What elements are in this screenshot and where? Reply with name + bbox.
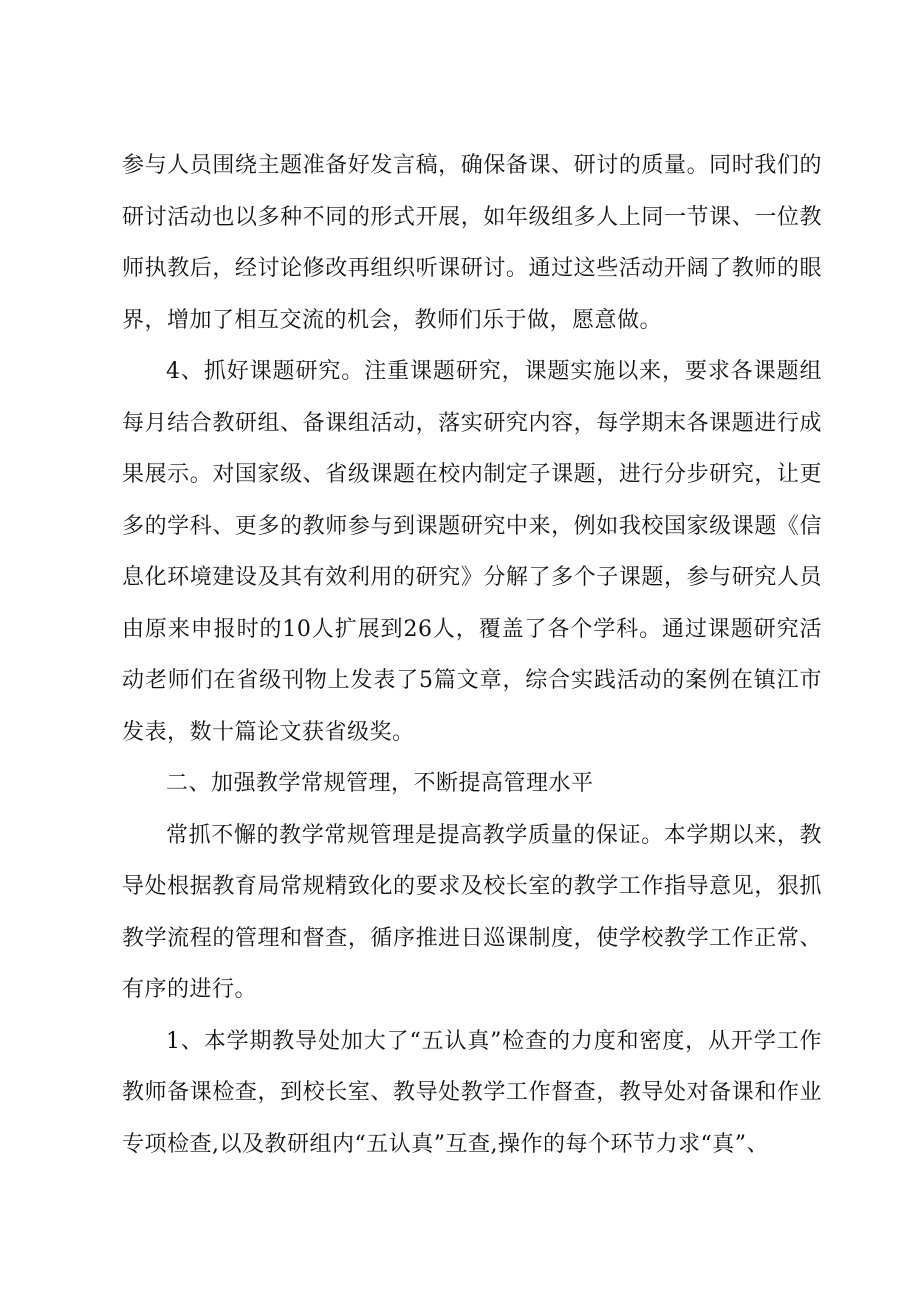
paragraph-research-activities: 参与人员围绕主题准备好发言稿，确保备课、研讨的质量。同时我们的研讨活动也以多种不同的形式开展，如年级组多人上同一节课、一位教师执教后，经讨论修改再组织听课研讨。通过这些活动开阔了教师的眼界，增加了相互交流的机会，教师们乐于做，愿意做。 — [122, 153, 822, 333]
document-body — [122, 140, 822, 1170]
section-heading-routine-management: 二、加强教学常规管理，不断提高管理水平 — [166, 771, 594, 796]
paragraph-five-earnest-inspection: 1、本学期教导处加大了“五认真”检查的力度和密度，从开学工作教师备课检查，到校长室、教导处教学工作督查，教导处对备课和作业专项检查,以及教研组内“五认真”互查,操作的每个环节力求“真”、 — [122, 1028, 822, 1157]
paragraph-topic-research: 4、抓好课题研究。注重课题研究，课题实施以来，要求各课题组每月结合教研组、备课组活动，落实研究内容，每学期末各课题进行成果展示。对国家级、省级课题在校内制定子课题，进行分步研究，让更多的学科、更多的教师参与到课题研究中来，例如我校国家级课题《信息化环境建设及其有效利用的研究》分解了多个子课题，参与研究人员由原来申报时的10人扩展到26人，覆盖了各个学科。通过课题研究活动老师们在省级刊物上发表了5篇文章，综合实践活动的案例在镇江市发表，数十篇论文获省级奖。 — [122, 359, 822, 745]
paragraph-routine-management: 常抓不懈的教学常规管理是提高教学质量的保证。本学期以来，教导处根据教育局常规精致化的要求及校长室的教学工作指导意见，狠抓教学流程的管理和督查，循序推进日巡课制度，使学校教学工作正常、有序的进行。 — [122, 822, 822, 1002]
